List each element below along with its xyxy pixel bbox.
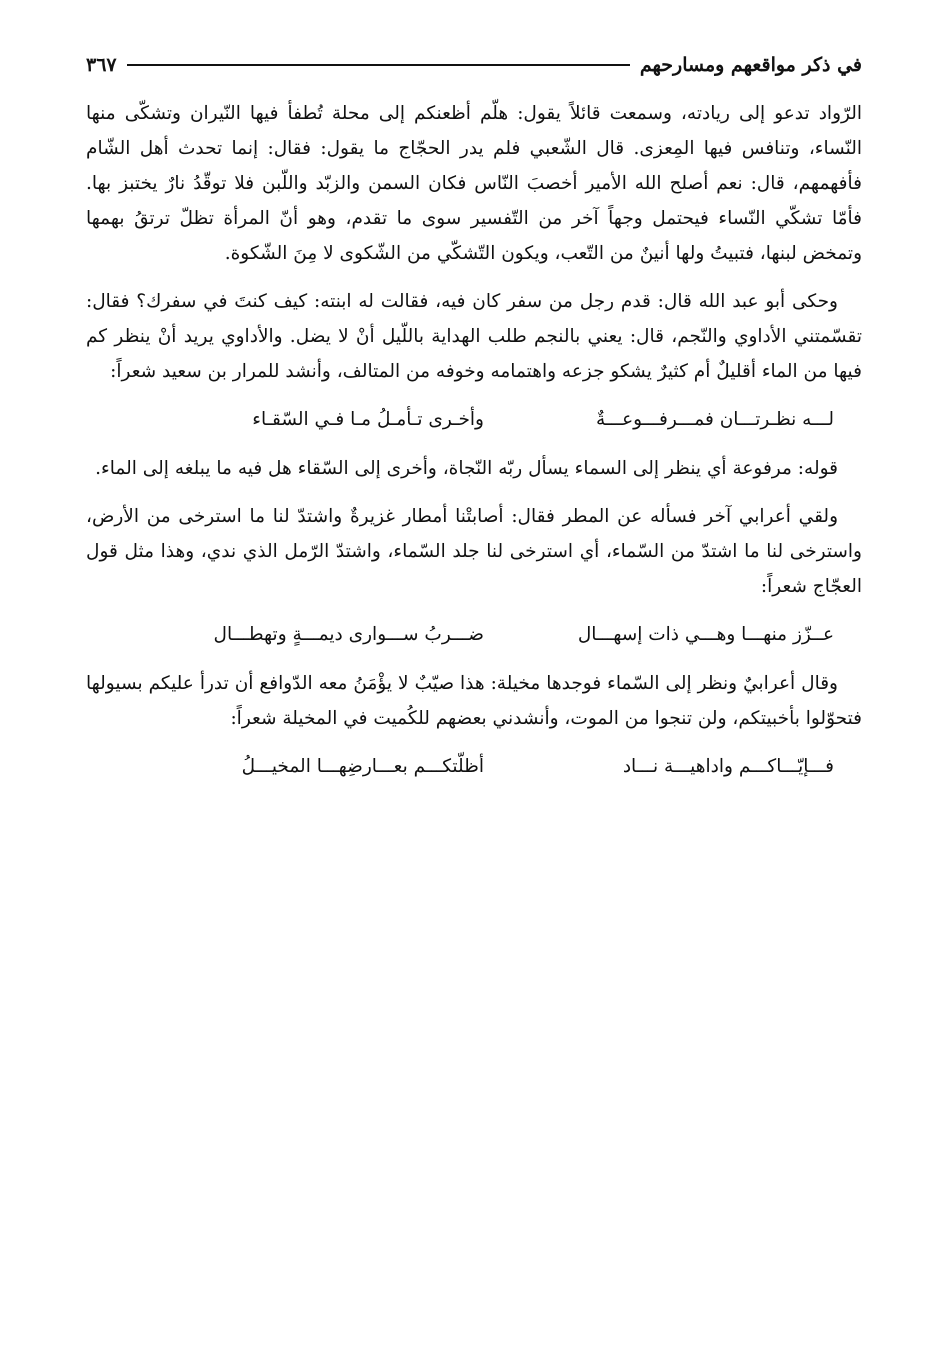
page-number: ٣٦٧ bbox=[86, 54, 117, 76]
paragraph-5: وقال أعرابيٌ ونظر إلى السّماء فوجدها مخيلة: هذا صيّبٌ لا يؤْمَنُ معه الدّوافع أن تدرأ عليكم بسيولها فتحوّلوا بأخبيتكم، ولن تنجوا من الموت، وأنشدني بعضهم للكُميت في المخيلة شعراً: bbox=[86, 673, 862, 729]
running-title: في ذكر مواقعهم ومسارحهم bbox=[639, 54, 862, 76]
verse-3 bbox=[86, 749, 862, 784]
verse-3-second-hemistich: أظلّتكـــم بعـــارضِهـــا المخيـــلُ bbox=[241, 756, 484, 777]
verse-3-first-hemistich: فـــإيّـــاكـــم واداهيـــة نـــاد bbox=[622, 756, 834, 777]
paragraph-1: الرّواد تدعو إلى ريادته، وسمعت قائلاً يقول: هلّم أظعنكم إلى محلة تُطفأ فيها النّيران وتشكّى منها النّساء، وتنافس فيها المِعزى. قال الشّعبي فلم يدر الحجّاج ما يقول: فقال: إنما تحدث أهل الشّام فأفهمهم، قال: نعم أصلح الله الأمير أخصبَ النّاس فكان السمن والزبّد واللّبن فلا توقّدُ نارٌ يختبز بها. فأمّا تشكّي النّساء فيحتمل وجهاً آخر من التّفسير سوى ما تقدم، وهو أنّ المرأة تظلّ ترتقُ بهمها وتمخض لبنها، فتبيتُ ولها أنينٌ من التّعب، ويكون التّشكّي من الشّكوى لا مِنَ الشّكوة. bbox=[86, 103, 862, 264]
verse-1 bbox=[86, 402, 862, 437]
verse-1-first-hemistich: لـــه نظـرتـــان فمـــرفـــوعـــةٌ bbox=[595, 409, 834, 430]
body-text bbox=[86, 96, 862, 798]
paragraph-2: وحكى أبو عبد الله قال: قدم رجل من سفر كان فيه، فقالت له ابنته: كيف كنتَ في سفرك؟ فقال: تقسّمتني الأداوي والنّجم، قال: يعني بالنجم طلب الهداية باللّيل أنْ لا يضل. والأداوي يريد أنْ ينظر كم فيها من الماء أقليلٌ أم كثيرٌ يشكو جزعه واهتمامه وخوفه من المتالف، وأنشد للمرار بن سعيد شعراً: bbox=[86, 291, 862, 382]
verse-1-second-hemistich: وأخـرى تـأمـلُ مـا فـي السّقـاء bbox=[252, 409, 484, 430]
verse-2-second-hemistich: ضـــربُ ســـوارى ديمـــةٍ وتهطـــال bbox=[213, 624, 484, 645]
paragraph-4: ولقي أعرابي آخر فسأله عن المطر فقال: أصابتْنا أمطار غزيرةٌ واشتدّ لنا ما استرخى من الأرض، واسترخى لنا ما اشتدّ من السّماء، أي استرخى لنا جلد السّماء، واشتدّ الرّمل الذي ندي، وهذا مثل قول العجّاج شعراً: bbox=[86, 506, 862, 597]
verse-2-first-hemistich: عــزّز منهـــا وهـــي ذات إسهـــال bbox=[577, 624, 834, 645]
paragraph-3: قوله: مرفوعة أي ينظر إلى السماء يسأل ربّه النّجاة، وأخرى إلى السّقاء هل فيه ما يبلغه إلى الماء. bbox=[95, 458, 838, 479]
page-header bbox=[86, 48, 862, 82]
header-rule bbox=[127, 64, 630, 66]
verse-2 bbox=[86, 617, 862, 652]
